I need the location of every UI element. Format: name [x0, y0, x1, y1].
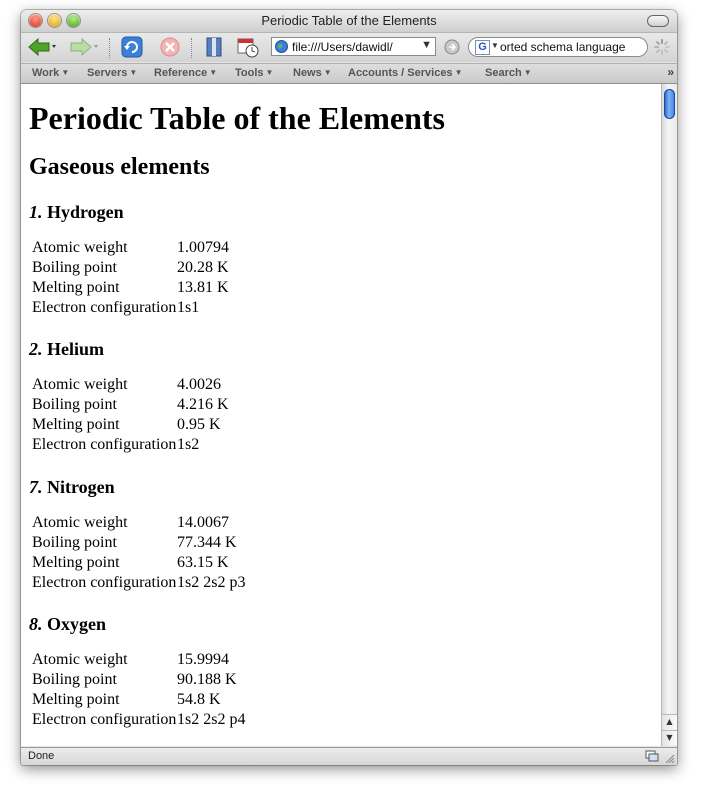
property-row [32, 710, 432, 730]
property-value: 63.15 K [177, 554, 229, 571]
property-label: Boiling point [32, 396, 117, 413]
property-label: Melting point [32, 279, 120, 296]
property-label: Electron configuration [32, 299, 177, 316]
element-properties [32, 238, 432, 318]
chevron-down-icon: ▼ [61, 68, 70, 77]
bookmark-folder-tools[interactable] [235, 67, 273, 79]
go-button[interactable] [442, 36, 462, 58]
bookmark-folder-accounts-services[interactable] [348, 67, 462, 79]
section-heading: Gaseous elements [29, 154, 210, 180]
chevron-down-icon: ▼ [323, 68, 332, 77]
bookmark-label: Search [485, 67, 522, 79]
element-entry [29, 339, 629, 453]
property-label: Atomic weight [32, 239, 128, 256]
chevron-down-icon: ▼ [523, 68, 532, 77]
element-heading [29, 339, 629, 361]
toolbar-separator [191, 38, 193, 58]
property-value: 77.344 K [177, 534, 237, 551]
property-value: 1s2 [177, 436, 200, 453]
more-bookmarks-chevron-icon[interactable]: » [667, 65, 674, 79]
browser-window [21, 10, 677, 765]
property-value: 20.28 K [177, 259, 229, 276]
element-number: 2. [29, 339, 43, 359]
element-heading [29, 477, 629, 499]
element-entry [29, 477, 629, 591]
element-entry [29, 202, 629, 316]
property-label: Atomic weight [32, 651, 128, 668]
stop-icon [159, 36, 181, 58]
property-row [32, 415, 432, 435]
page-content [21, 84, 661, 746]
property-value: 1.00794 [177, 239, 229, 256]
bookmark-label: Tools [235, 67, 264, 79]
property-value: 1s2 2s2 p4 [177, 711, 246, 728]
scrollbar-thumb[interactable] [664, 89, 675, 119]
property-label: Electron configuration [32, 436, 177, 453]
property-label: Atomic weight [32, 376, 128, 393]
chevron-down-icon: ▼ [129, 68, 138, 77]
element-number: 1. [29, 202, 43, 222]
reload-button[interactable] [119, 36, 145, 58]
element-name: Hydrogen [47, 202, 124, 222]
property-row [32, 238, 432, 258]
bookmark-label: Accounts / Services [348, 67, 453, 79]
forward-arrow-icon [69, 37, 101, 57]
chevron-down-icon: ▼ [454, 68, 463, 77]
element-name: Nitrogen [47, 477, 115, 497]
vertical-scrollbar[interactable] [661, 84, 677, 746]
element-properties [32, 650, 432, 730]
back-arrow-icon [27, 37, 59, 57]
stop-button[interactable] [157, 36, 183, 58]
window-title: Periodic Table of the Elements [261, 13, 437, 28]
property-value: 90.188 K [177, 671, 237, 688]
property-row [32, 553, 432, 573]
bookmark-label: Reference [154, 67, 208, 79]
property-value: 15.9994 [177, 651, 229, 668]
security-status-icon [645, 750, 659, 762]
property-row [32, 533, 432, 553]
property-label: Boiling point [32, 671, 117, 688]
property-row [32, 258, 432, 278]
property-row [32, 513, 432, 533]
property-value: 4.0026 [177, 376, 221, 393]
element-properties [32, 513, 432, 593]
history-button[interactable] [235, 36, 261, 58]
status-text: Done [28, 750, 55, 762]
history-icon [236, 36, 260, 58]
property-value: 14.0067 [177, 514, 229, 531]
element-number: 8. [29, 614, 43, 634]
property-value: 4.216 K [177, 396, 229, 413]
property-value: 13.81 K [177, 279, 229, 296]
navigation-toolbar [21, 33, 677, 62]
scroll-down-arrow-icon[interactable]: ▼ [662, 730, 677, 745]
search-engine-icon[interactable]: G [475, 40, 490, 55]
property-label: Electron configuration [32, 574, 177, 591]
title-bar[interactable] [21, 10, 677, 33]
element-properties [32, 375, 432, 455]
property-value: 1s2 2s2 p3 [177, 574, 246, 591]
toolbar-separator [109, 38, 111, 58]
property-value: 54.8 K [177, 691, 221, 708]
back-button[interactable] [27, 36, 59, 58]
bookmarks-button[interactable] [201, 36, 227, 58]
property-row [32, 395, 432, 415]
property-value: 0.95 K [177, 416, 221, 433]
search-field[interactable] [468, 37, 648, 57]
element-name: Oxygen [47, 614, 107, 634]
scroll-up-arrow-icon[interactable]: ▲ [662, 714, 677, 729]
spinner-icon [654, 39, 670, 55]
go-arrow-icon [444, 39, 460, 55]
property-row [32, 573, 432, 593]
chevron-down-icon: ▼ [209, 68, 218, 77]
bookmark-folder-servers[interactable] [87, 67, 137, 79]
property-label: Boiling point [32, 534, 117, 551]
property-label: Melting point [32, 554, 120, 571]
property-row [32, 670, 432, 690]
property-row [32, 690, 432, 710]
url-field[interactable] [271, 37, 436, 56]
property-value: 1s1 [177, 299, 200, 316]
element-heading [29, 202, 629, 224]
bookmark-label: Servers [87, 67, 128, 79]
bookmark-folder-search[interactable] [485, 67, 532, 79]
element-entry [29, 614, 629, 728]
search-engine-dropdown-icon[interactable]: ▼ [491, 41, 499, 50]
property-label: Electron configuration [32, 711, 177, 728]
bookmark-folder-work[interactable] [32, 67, 69, 79]
property-row [32, 298, 432, 318]
globe-icon [275, 40, 288, 53]
reload-icon [121, 36, 143, 58]
property-label: Boiling point [32, 259, 117, 276]
resize-grip-icon[interactable] [665, 754, 675, 764]
bookmark-label: Work [32, 67, 60, 79]
status-bar [21, 747, 677, 765]
forward-button[interactable] [69, 36, 101, 58]
page-title: Periodic Table of the Elements [29, 100, 445, 136]
url-text: file:///Users/dawidl/ [292, 40, 393, 54]
element-heading [29, 614, 629, 636]
bookmarks-icon [204, 36, 224, 58]
property-row [32, 650, 432, 670]
bookmark-folder-news[interactable] [293, 67, 332, 79]
property-label: Melting point [32, 691, 120, 708]
url-history-dropdown[interactable]: ▼ [421, 39, 432, 51]
element-number: 7. [29, 477, 43, 497]
chevron-down-icon: ▼ [265, 68, 274, 77]
element-name: Helium [47, 339, 104, 359]
toolbar-toggle-button[interactable] [647, 15, 669, 27]
property-label: Atomic weight [32, 514, 128, 531]
property-row [32, 278, 432, 298]
bookmark-label: News [293, 67, 322, 79]
property-row [32, 375, 432, 395]
property-row [32, 435, 432, 455]
activity-throbber [653, 36, 671, 58]
search-text: orted schema language [500, 40, 626, 54]
bookmarks-bar [21, 63, 677, 84]
property-label: Melting point [32, 416, 120, 433]
bookmark-folder-reference[interactable] [154, 67, 217, 79]
